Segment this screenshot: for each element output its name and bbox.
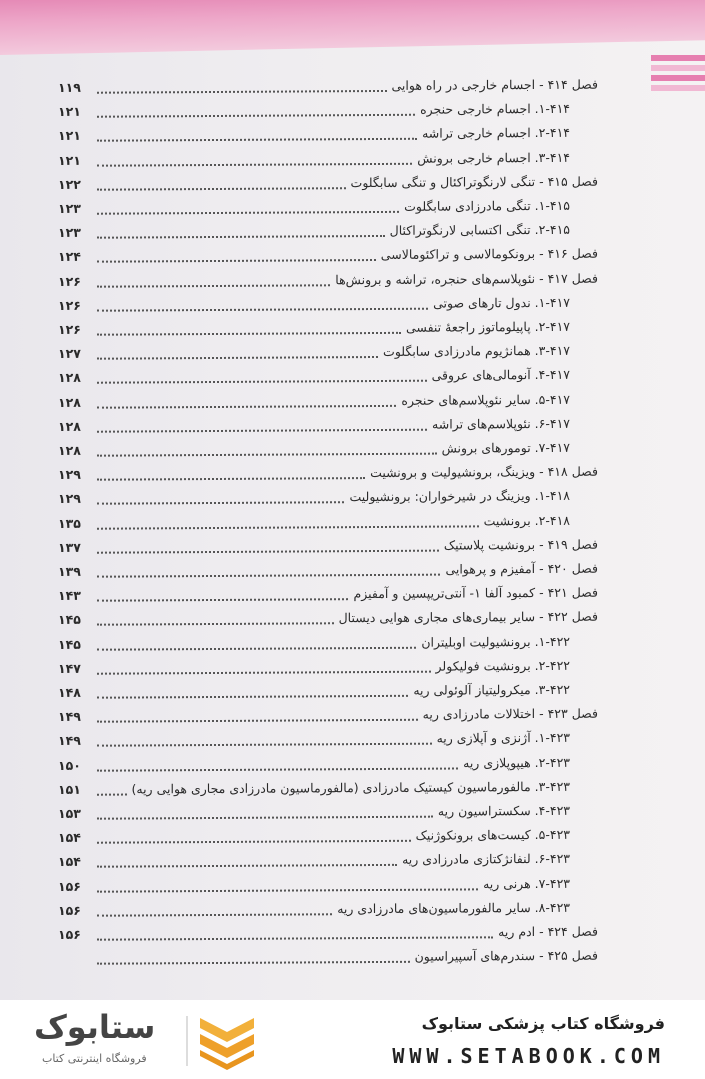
stripe [651,65,705,71]
toc-subentry [58,194,598,221]
store-footer [0,1000,705,1079]
toc-page-number: ۱۲۱ [58,104,81,120]
toc-title: ۲-۴۲۲. برونشیت فولیکولر [435,657,570,674]
leader-dots [97,428,427,432]
toc-page-number: ۱۴۵ [58,612,81,628]
toc-chapter [58,73,598,100]
toc-title: فصل ۴۲۱ - کمبود آلفا ۱- آنتی‌تریپسین و آمفیزم [353,584,598,602]
toc-title: ۸-۴۲۳. سایر مالفورماسیون‌های مادرزادی ریه [337,899,570,917]
toc-title: ۲-۴۱۸. برونشیت [483,512,570,528]
toc-page-number: ۱۵۳ [58,805,81,821]
toc-subentry [58,484,598,511]
toc-subentry [58,411,598,438]
leader-dots [97,936,493,940]
toc-subentry [58,339,598,366]
toc-subentry [58,121,598,148]
logo-subtitle: فروشگاه اینترنتی کتاب [42,1052,147,1065]
toc-page-number: ۱۲۶ [58,297,81,313]
toc-page-number: ۱۲۸ [58,370,81,386]
toc-chapter [58,266,598,293]
toc-page-number: ۱۳۵ [58,515,81,531]
toc-title: فصل ۴۱۷ - نئوپلاسم‌های حنجره، تراشه و برونش‌ها [335,270,598,287]
toc-title: ۳-۴۱۷. همانژیوم مادرزادی سابگلوت [383,343,570,360]
toc-chapter [58,242,598,269]
toc-subentry [58,629,598,656]
toc-title: فصل ۴۱۴ - اجسام خارجی در راه هوایی [391,76,598,93]
leader-dots [97,332,401,336]
leader-dots [97,477,365,481]
page-header-band [0,0,705,55]
toc-page-number: ۱۵۴ [58,830,81,846]
toc-page-number: ۱۲۳ [58,225,81,241]
leader-dots [97,525,479,529]
toc-page-number: ۱۳۹ [58,563,81,579]
toc-page-number: ۱۲۱ [58,128,81,144]
toc-chapter [58,605,598,632]
toc-title: ۶-۴۲۳. لنفانژکتازی مادرزادی ریه [402,851,570,868]
toc-title: فصل ۴۲۵ - سندرم‌های آسپیراسیون [414,947,598,964]
leader-dots [97,307,428,311]
leader-dots [97,598,348,602]
toc-page-number: ۱۴۷ [58,660,81,676]
toc-title: فصل ۴۲۴ - ادم ریه [498,923,598,940]
toc-subentry [58,436,598,463]
toc-title: ۶-۴۱۷. نئوپلاسم‌های تراشه [432,415,570,432]
leader-dots [97,793,127,795]
toc-subentry [58,799,598,826]
toc-page-number: ۱۲۴ [58,249,81,265]
leader-dots [97,670,431,674]
toc-subentry [58,726,598,753]
toc-title: ۱-۴۱۸. ویزینگ در شیرخواران: برونشیولیت [349,488,570,505]
toc-page-number: ۱۵۶ [58,902,81,918]
toc-chapter [58,557,598,584]
leader-dots [97,961,410,965]
toc-title: ۱-۴۱۴. اجسام خارجی حنجره [420,101,570,117]
toc-page-number: ۱۲۸ [58,418,81,434]
toc-title: ۱-۴۱۵. تنگی مادرزادی سابگلوت [404,197,570,214]
toc-subentry [58,871,598,898]
toc-subentry [58,145,598,172]
toc-page-number: ۱۲۷ [58,346,81,362]
leader-dots [97,864,397,868]
leader-dots [97,502,344,506]
toc-page-number: ۱۲۹ [58,491,81,507]
toc-page-number: ۱۴۵ [58,636,81,652]
toc-title: ۳-۴۲۳. مالفورماسیون کیستیک مادرزادی (مالفورماسیون مادرزادی مجاری هوایی ریه) [131,778,570,797]
leader-dots [97,549,439,553]
toc-title: ۲-۴۱۵. تنگی اکتسابی لارنگوتراکئال [389,222,570,239]
toc-page-number: ۱۵۴ [58,854,81,870]
toc-page-number: ۱۵۶ [58,926,81,942]
toc-chapter [58,169,598,196]
toc-page-number: ۱۵۰ [58,757,81,773]
leader-dots [97,138,417,142]
logo-brand: ستابوک [34,1008,156,1046]
toc-page-number: ۱۴۸ [58,684,81,700]
toc-subentry [58,847,598,874]
toc-title: فصل ۴۱۵ - تنگی لارنگوتراکئال و تنگی سابگلوت [350,173,598,190]
leader-dots [97,888,478,892]
toc-title: فصل ۴۱۶ - برونکومالاسی و تراکئومالاسی [380,246,598,263]
toc-page-number: ۱۵۱ [58,781,81,797]
leader-dots [97,913,332,916]
leader-dots [97,816,433,820]
toc-title: فصل ۴۲۳ - اختلالات مادرزادی ریه [422,705,598,722]
toc-title: ۱-۴۲۳. آژنزی و آپلازی ریه [436,730,570,747]
toc-subentry [58,678,598,705]
toc-page-number: ۱۳۷ [58,539,81,555]
leader-dots [97,743,432,747]
toc-chapter [58,944,598,971]
toc-page-number: ۱۲۶ [58,321,81,337]
toc-title: ۷-۴۲۳. هرنی ریه [483,875,570,891]
leader-dots [97,646,416,650]
leader-dots [97,574,440,578]
toc-page-number: ۱۱۹ [58,79,81,95]
toc-title: ۵-۴۲۳. کیست‌های برونکوژنیک [415,827,570,843]
stripe [651,55,705,61]
toc-title: ۲-۴۲۳. هیپوپلازی ریه [463,754,570,771]
store-logo[interactable] [14,1008,184,1074]
toc-chapter [58,702,598,729]
leader-dots [97,623,334,626]
leader-dots [97,767,458,771]
toc-page-number: ۱۵۶ [58,878,81,894]
toc-title: ۴-۴۲۳. سکستراسیون ریه [437,802,570,819]
toc-title: ۱-۴۱۷. ندول تارهای صوتی [433,294,570,311]
leader-dots [97,840,411,844]
leader-dots [97,114,415,118]
toc-page-number: ۱۲۱ [58,152,81,168]
toc-title: ۲-۴۱۷. پاپیلوماتوز راجعهٔ تنفسی [406,318,570,335]
toc-subentry [58,97,598,124]
toc-page-number: ۱۲۸ [58,442,81,458]
leader-dots [97,404,396,408]
toc-title: ۳-۴۲۲. میکرولیتیاز آلوئولی ریه [413,681,570,698]
toc-page-number: ۱۲۹ [58,467,81,483]
shop-url-link[interactable]: WWW.SETABOOK.COM [392,1044,665,1068]
toc-title: ۳-۴۱۴. اجسام خارجی برونش [417,149,570,166]
toc-page-number: ۱۴۹ [58,709,81,725]
toc-subentry [58,363,598,390]
leader-dots [97,90,387,94]
toc-page-number: ۱۲۸ [58,394,81,410]
toc-subentry [58,387,598,414]
toc-title: فصل ۴۱۹ - برونشیت پلاستیک [443,536,598,553]
toc-title: ۵-۴۱۷. سایر نئوپلاسم‌های حنجره [401,391,570,408]
leader-dots [97,162,412,166]
toc-title: فصل ۴۱۸ - ویزینگ، برونشیولیت و برونشیت [370,463,598,481]
toc-title: فصل ۴۲۰ - آمفیزم و پرهوایی [445,560,598,577]
table-of-contents [0,72,705,1000]
leader-dots [97,380,427,384]
leader-dots [97,187,346,191]
divider [186,1016,188,1066]
toc-page-number: ۱۲۳ [58,200,81,216]
toc-page-number: ۱۴۹ [58,733,81,749]
leader-dots [97,211,399,215]
leader-dots [97,356,378,360]
toc-subentry [58,750,598,777]
toc-subentry [58,774,598,801]
leader-dots [97,453,437,457]
book-logo-icon [196,1014,258,1070]
toc-title: ۱-۴۲۲. برونشیولیت اوبلیتران [421,633,570,650]
toc-page-number: ۱۴۳ [58,588,81,604]
shop-name: فروشگاه کتاب پزشکی ستابوک [421,1014,665,1033]
toc-title: ۲-۴۱۴. اجسام خارجی تراشه [422,125,570,142]
leader-dots [97,235,385,239]
toc-page-number: ۱۲۲ [58,176,81,192]
leader-dots [97,695,408,699]
leader-dots [97,284,330,287]
toc-chapter [58,920,598,947]
toc-subentry [58,218,598,245]
toc-subentry [58,895,598,922]
toc-chapter [58,460,598,487]
toc-subentry [58,653,598,680]
toc-chapter [58,581,598,608]
leader-dots [97,719,418,723]
toc-subentry [58,315,598,342]
toc-title: ۴-۴۱۷. آنومالی‌های عروقی [431,367,570,384]
toc-chapter [58,532,598,559]
leader-dots [97,259,376,263]
toc-title: فصل ۴۲۲ - سایر بیماری‌های مجاری هوایی دیستال [338,609,598,626]
toc-subentry [58,290,598,317]
toc-subentry [58,823,598,850]
toc-page-number: ۱۲۶ [58,273,81,289]
toc-subentry [58,508,598,535]
toc-title: ۷-۴۱۷. تومورهای برونش [441,439,570,456]
